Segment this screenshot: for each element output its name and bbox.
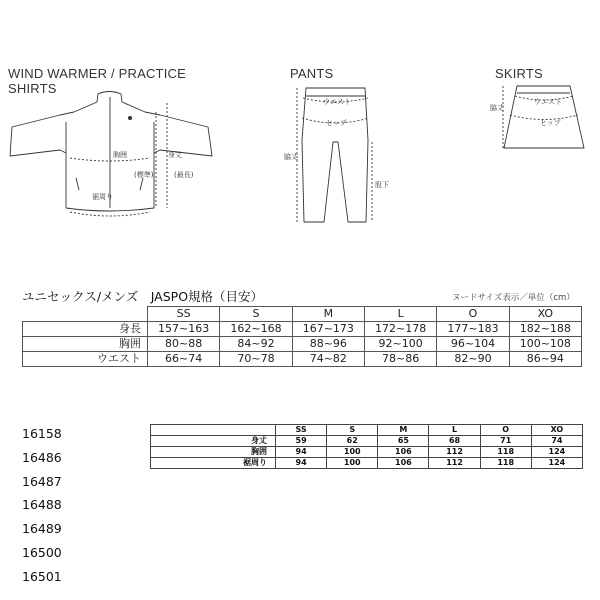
row-label: 胸囲 [23, 337, 148, 352]
table-cell: 94 [276, 447, 327, 458]
shirt-chest-label: 胸囲 [113, 151, 127, 159]
size-header: SS [276, 425, 327, 436]
table-cell: 84~92 [220, 337, 292, 352]
table-cell: 167~173 [292, 322, 364, 337]
table-cell: 100 [327, 447, 378, 458]
table-cell: 86~94 [509, 352, 581, 367]
row-label: ウエスト [23, 352, 148, 367]
product-code: 16501 [22, 568, 62, 584]
size-header: M [378, 425, 429, 436]
table-cell: 106 [378, 458, 429, 469]
size-header: O [437, 307, 509, 322]
table-cell: 74~82 [292, 352, 364, 367]
size-header: XO [509, 307, 581, 322]
jaspo-unit-note: ヌードサイズ表示／単位（cm） [452, 293, 575, 303]
shirts-title-line2: SHIRTS [8, 81, 57, 96]
table-header-row [23, 307, 582, 322]
table-cell: 112 [429, 458, 480, 469]
table-corner [151, 425, 276, 436]
product-code: 16488 [22, 497, 62, 513]
table-cell: 68 [429, 436, 480, 447]
pants-title: PANTS [290, 66, 334, 81]
product-code: 16489 [22, 521, 62, 537]
table-cell: 124 [531, 458, 582, 469]
pants-waist-label: ウエスト [323, 98, 351, 106]
pants-hip-label: ヒップ [326, 119, 347, 127]
product-measurement-table [150, 424, 583, 469]
size-header: L [429, 425, 480, 436]
product-code: 16500 [22, 544, 62, 560]
table-cell: 182~188 [509, 322, 581, 337]
shirts-title-line1: WIND WARMER / PRACTICE [8, 66, 186, 81]
shirt-hem-label: 裾周り [92, 193, 113, 201]
skirt-waist-label: ウエスト [534, 98, 562, 106]
table-cell: 112 [429, 447, 480, 458]
size-header: SS [148, 307, 220, 322]
table-row [23, 322, 582, 337]
skirts-title: SKIRTS [495, 66, 543, 81]
jaspo-title: ユニセックス/メンズ JASPO規格（目安） [22, 289, 264, 304]
product-code-list [22, 422, 62, 589]
table-cell: 100 [327, 458, 378, 469]
row-label: 身丈 [151, 436, 276, 447]
table-cell: 100~108 [509, 337, 581, 352]
table-cell: 106 [378, 447, 429, 458]
table-cell: 118 [480, 458, 531, 469]
table-cell: 96~104 [437, 337, 509, 352]
size-header: M [292, 307, 364, 322]
table-cell: 94 [276, 458, 327, 469]
table-cell: 172~178 [364, 322, 436, 337]
logo-mark [128, 116, 132, 120]
table-cell: 74 [531, 436, 582, 447]
product-code: 16158 [22, 426, 62, 441]
shirt-body-length-label: 身丈 [168, 151, 182, 159]
shirt-standard-label: (標準) [134, 171, 154, 179]
size-header: S [220, 307, 292, 322]
table-row [151, 436, 583, 447]
table-row [23, 337, 582, 352]
table-cell: 80~88 [148, 337, 220, 352]
pants-inseam-label: 股下 [375, 181, 389, 189]
table-row [151, 447, 583, 458]
table-cell: 162~168 [220, 322, 292, 337]
table-cell: 88~96 [292, 337, 364, 352]
size-header: L [364, 307, 436, 322]
table-cell: 65 [378, 436, 429, 447]
size-header: S [327, 425, 378, 436]
table-cell: 118 [480, 447, 531, 458]
table-cell: 78~86 [364, 352, 436, 367]
size-header: O [480, 425, 531, 436]
table-cell: 177~183 [437, 322, 509, 337]
jaspo-size-table [22, 306, 582, 367]
skirt-hip-label: ヒップ [540, 119, 561, 127]
shirt-longest-label: (最長) [174, 171, 194, 179]
table-cell: 71 [480, 436, 531, 447]
table-cell: 59 [276, 436, 327, 447]
table-cell: 82~90 [437, 352, 509, 367]
table-cell: 124 [531, 447, 582, 458]
table-cell: 92~100 [364, 337, 436, 352]
row-label: 胸囲 [151, 447, 276, 458]
table-cell: 157~163 [148, 322, 220, 337]
table-corner [23, 307, 148, 322]
row-label: 身長 [23, 322, 148, 337]
shirts-title [8, 66, 186, 96]
table-cell: 62 [327, 436, 378, 447]
table-row [23, 352, 582, 367]
table-row [151, 458, 583, 469]
table-cell: 66~74 [148, 352, 220, 367]
table-cell: 70~78 [220, 352, 292, 367]
product-code: 16486 [22, 449, 62, 465]
table-header-row [151, 425, 583, 436]
size-header: XO [531, 425, 582, 436]
product-code: 16487 [22, 473, 62, 489]
row-label: 裾周り [151, 458, 276, 469]
pants-side-length-label: 脇丈 [284, 153, 298, 161]
skirt-side-length-label: 脇丈 [490, 104, 504, 112]
